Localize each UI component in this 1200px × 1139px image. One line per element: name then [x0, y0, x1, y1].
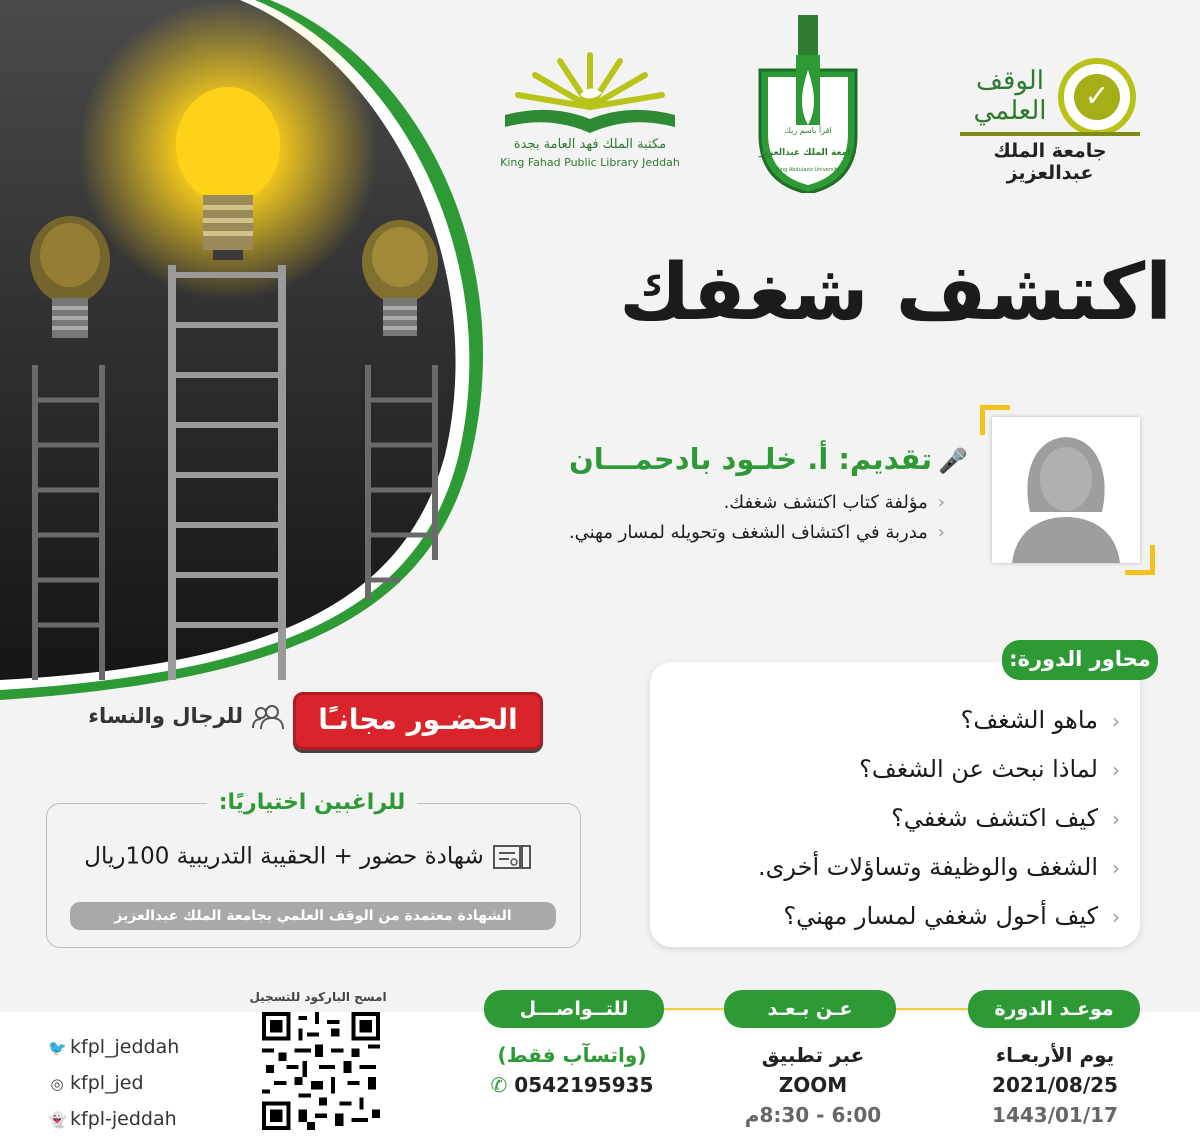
- instagram-icon: ◎: [50, 1075, 64, 1093]
- kfpl-name-en: King Fahad Public Library Jeddah: [500, 156, 680, 169]
- certificate-icon: [492, 842, 532, 872]
- snapchat-icon: 👻: [48, 1111, 67, 1129]
- seal-name-ar: جامعة الملك عبدالعزيز: [759, 148, 857, 158]
- presenter-bio: [569, 488, 945, 548]
- endowment-ring-icon: ✓: [1058, 58, 1136, 136]
- free-attendance-badge: الحضـور مجانـًا: [293, 692, 543, 750]
- page-title: اكتشف شغفك: [619, 248, 1172, 338]
- whatsapp-icon: ✆: [490, 1073, 508, 1097]
- certificate-note: الشهادة معتمدة من الوقف العلمي بجامعة الملك عبدالعزيز: [70, 902, 556, 930]
- schedule-date-hijri: 1443/01/17: [992, 1103, 1118, 1127]
- contact-phone[interactable]: 0542195935 ✆: [490, 1073, 654, 1097]
- seal-motto: اقرأ باسم ربك: [784, 126, 832, 135]
- remote-info: [718, 1040, 908, 1130]
- remote-via: عبر تطبيق: [761, 1043, 865, 1067]
- topic-item: ‹ لماذا نبحث عن الشغف؟: [758, 749, 1120, 798]
- kau-name: جامعة الملك عبدالعزيز: [960, 132, 1140, 184]
- remote-label: عـن بـعـد: [724, 990, 896, 1028]
- twitter-icon: 🐦: [48, 1039, 67, 1057]
- schedule-info: [960, 1040, 1150, 1130]
- presenter-photo: [980, 405, 1155, 575]
- seal-name-en: King Abdulaziz University: [776, 167, 840, 173]
- topic-item: ‹ الشغف والوظيفة وتساؤلات أخرى.: [758, 847, 1120, 896]
- bio-item: ‹ مدربة في اكتشاف الشغف وتحويله لمسار مهني.: [569, 518, 945, 548]
- kau-endowment-logo: [960, 40, 1150, 184]
- microphone-icon: 🎤: [938, 447, 968, 475]
- topics-list: [758, 700, 1120, 945]
- bulb-center-icon: [176, 87, 280, 203]
- open-book-icon: [490, 45, 690, 137]
- schedule-day: يوم الأربعـاء: [995, 1043, 1115, 1067]
- topics-label: محاور الدورة:: [1002, 640, 1158, 680]
- contact-label: للتــواصـــل: [484, 990, 664, 1028]
- snapchat-link[interactable]: 👻 kfpl-jeddah: [48, 1102, 179, 1138]
- audience-label: للرجال والنساء: [60, 704, 285, 730]
- optional-offer: شهادة حضور + الحقيبة التدريبية 100ريال: [58, 842, 558, 872]
- endowment-name: الوقف العلمي: [973, 66, 1047, 126]
- kau-seal-logo: [752, 15, 864, 193]
- kfpl-name-ar: مكتبة الملك فهد العامة بجدة: [513, 137, 667, 152]
- qr-label: امسح الباركود للتسجيل: [249, 990, 387, 1004]
- instagram-link[interactable]: ◎ kfpl_jed: [48, 1066, 179, 1102]
- contact-note: (واتسآب فقط): [497, 1043, 647, 1067]
- schedule-label: موعـد الدورة: [968, 990, 1140, 1028]
- twitter-link[interactable]: 🐦 kfpl_jeddah: [48, 1030, 179, 1066]
- schedule-date-gregorian: 2021/08/25: [992, 1073, 1118, 1097]
- topic-item: ‹ كيف اكتشف شغفي؟: [758, 798, 1120, 847]
- bio-item: ‹ مؤلفة كتاب اكتشف شغفك.: [569, 488, 945, 518]
- social-links: [48, 1030, 179, 1138]
- topic-item: ‹ كيف أحول شغفي لمسار مهني؟: [758, 896, 1120, 945]
- people-icon: [251, 704, 285, 730]
- topic-item: ‹ ماهو الشغف؟: [758, 700, 1120, 749]
- kfpl-logo: [490, 45, 690, 180]
- presenter-name: 🎤تقديم: أ. خلـود بادحمـــان: [569, 442, 968, 476]
- remote-time: 6:00 - 8:30م: [744, 1103, 882, 1127]
- contact-info: [472, 1040, 672, 1100]
- avatar-placeholder-icon: [992, 417, 1140, 563]
- remote-app: ZOOM: [778, 1073, 848, 1097]
- registration-qr-code[interactable]: [262, 1012, 380, 1130]
- optional-label: للراغبين اختياريًا:: [207, 786, 417, 820]
